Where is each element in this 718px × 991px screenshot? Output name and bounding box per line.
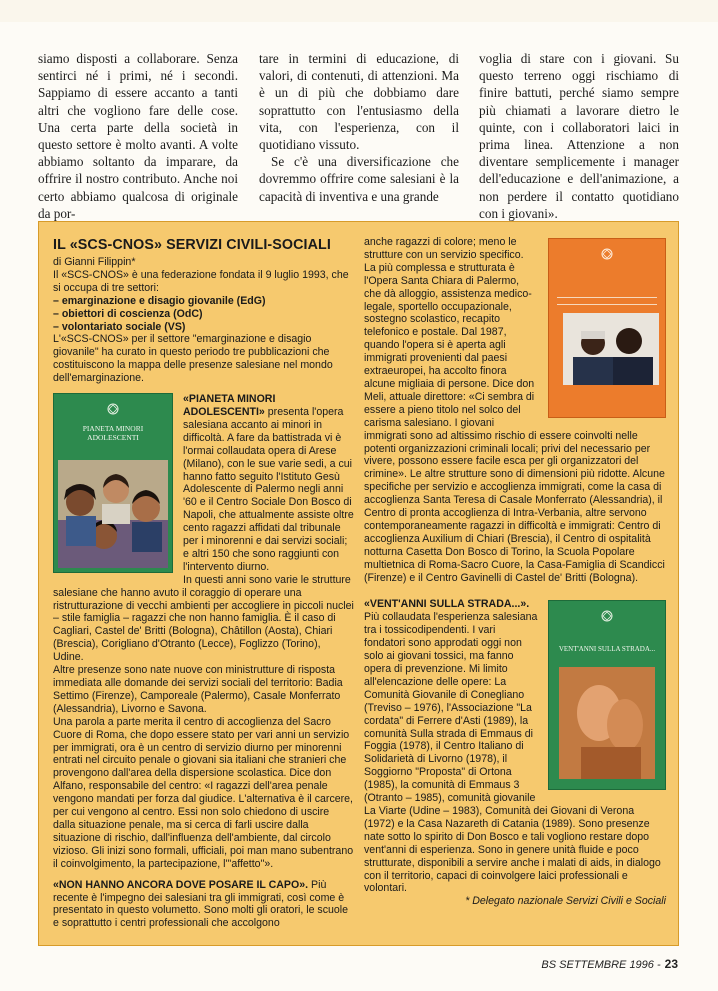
book-cover-strada [548, 600, 666, 790]
pianeta-paragraph-2: In questi anni sono varie le strutture salesiane che hanno avuto il coraggio di operare una ristrutturazione di vecchi ambienti per accogliere in piccoli nuclei – stile famiglia – ragazzi che non hanno famiglia. È il caso di Cagliari, Castel de' Britti (Bologna), Châtillon (Aosta), Chiari (Brescia), Corigliano d'Otranto (Lecce), Foglizzo (Torino), Udine. [53, 573, 354, 664]
paragraph: siamo disposti a collaborare. Senza sentirci né i primi, né i secondi. Sappiamo di essere accanto a tanti altri che vogliono fare delle cose. Una certa parte della società in questo settore è molto avanti. A volte abbiamo soltanto da imparare, da offrire il nostro contributo. Anche noi certo abbiamo qualcosa di originale da por- [38, 51, 238, 221]
page-number: 23 [664, 957, 678, 971]
paragraph: voglia di stare con i giovani. Su questo terreno oggi rischiamo di finire battuti, perché siamo sempre più chiamati a lavorare dietro le quinte, con i collaboratori laici in prima linea. Attenzione a non diventare semplicemente i manager dell'educazione e dell'animazione, a non perdere il contatto quotidiano con i giovani». [479, 51, 679, 221]
list-item: – emarginazione e disagio giovanile (EdG) [53, 294, 266, 307]
immigrants-paragraph: anche ragazzi di colore; meno le strutture con un servizio specifico. La più complessa e strutturata è l'Opera Santa Chiara di Palermo, che dà alloggio, assistenza medico-legale, sportello occupazionale, sostegno scolastico, recapito telefonico e postale. Dal 1987, quando l'opera si è aperta agli immigrati provenienti dal paesi extraeuropei, ha accolto finora alcune migliaia di persone. Dice don Meli, attuale direttore: «Ci sembra di essere a pieno titolo nel solco del carisma salesiano. I giovani immigrati sono ad altissimo rischio di essere coinvolti nelle potenti organizzazioni criminali locali; privi del necessario per vivere, possono essere facile esca per gli organizzatori del crimine». Le altre strutture sono di dimensioni più ridotte. Alcune specifiche per servizio e accoglienza immigrati, come la casa di accoglienza Santa Teresa di Casale Monferrato (Alessandria), il Centro di pronta accoglienza di Intra-Verbania, altre servono contemporaneamente ragazzi in difficoltà e immigrati: Centro di accoglienza Auxilium di Chiari (Brescia), il Centro di ospitalità notturna Casetta Don Bosco di Torino, la Scuola Popolare multietnica di Roma-Sacro Cuore, la Casa-Famiglia di Scandicci (Firenze) e il Centro Gavinelli di Castel de' Britti (Bologna). [364, 236, 665, 584]
continuation-text [38, 50, 679, 221]
publisher-logo-icon [597, 609, 617, 623]
capo-text: Più recente è l'impegno dei salesiani tra gli immigrati, così come è presentato in questo volumetto. Sono molti gli oratori, le scuole e soprattutto i centri professionali che accolgono [53, 878, 349, 930]
children-image-icon [58, 460, 168, 568]
children-photo [58, 460, 168, 568]
men-image-icon [563, 313, 659, 385]
face-image-icon [559, 667, 655, 779]
strada-heading: «VENT'ANNI SULLA STRADA...». [364, 598, 530, 611]
top-band [0, 0, 718, 22]
article-right-column [364, 236, 666, 908]
text-column-2 [259, 50, 459, 205]
sidebar-article-box [38, 221, 679, 946]
article-title: IL «SCS-CNOS» SERVIZI CIVILI-SOCIALI [53, 237, 331, 253]
book-cover-capo [548, 238, 666, 418]
page-footer [541, 957, 678, 971]
pianeta-text: presenta l'opera salesiana accanto ai minori in difficoltà. A fare da battistrada vi è l'ormai collaudata opera di Arese (Milano), con le sue varie sedi, a cui hanno fatto seguito l'Istituto Gesù Adolescente di Palermo negli anni '60 e il Centro Sociale Don Bosco di Napoli, che attualmente assiste oltre cento ragazzi affidati dal tribunale per i minorenni e dai servizi sociali; e altri 150 che sono raggiunti con l'intervento diurno. [183, 405, 354, 573]
author-signature: * Delegato nazionale Servizi Civili e Sociali [465, 895, 666, 908]
article-byline: di Gianni Filippin* [53, 256, 136, 268]
book-title-rule [557, 297, 657, 305]
capo-paragraph [53, 879, 354, 931]
book-cover-pianeta [53, 393, 173, 573]
paragraph: tare in termini di educazione, di valori, di contenuti, di attenzioni. Ma è un di più che dobbiamo dare soprattutto con l'entusiasmo della vita, con l'esperienza, con il quotidiano vissuto. [259, 51, 459, 153]
article-left-column [53, 236, 354, 930]
book-title: VENT'ANNI SULLA STRADA... [558, 645, 656, 654]
capo-heading: «NON HANNO ANCORA DOVE POSARE IL CAPO». [53, 878, 309, 891]
pianeta-heading: «PIANETA MINORI ADOLESCENTI» [183, 393, 276, 418]
pianeta-paragraph-3: Altre presenze sono nate nuove con ministrutture di risposta immediata alle domande dei servizi sociali del territorio: Badia Settimo (Firenze), Camporeale (Palermo), Casale Monferrato (Alessandria), Livorno e Savona. [53, 664, 343, 715]
list-item: – obiettori di coscienza (OdC) [53, 307, 203, 320]
pianeta-paragraph-4: Una parola a parte merita il centro di accoglienza del Sacro Cuore di Roma, che dopo essere stato per vari anni un servizio per immigrati, ora è un centro di servizio diurno per minorenni entrati nel circuito penale o giovani sia italiani che stranieri che provengono dall'area della dispersione scolastica. Dice don Alfano, responsabile del centro: «I ragazzi dell'area penale vengono mandati per forza dal giudice. L'alternativa è il carcere, per cui vengono al centro. Essi non solo chiedono di uscire dalla situazione penale, ma si cerca di farli uscire dalla situazione di rischio, dall'influenza dell'ambiente, dal circolo vizioso. Gli inizi sono formali, ufficiali, poi man mano subentrano il coinvolgimento, la partecipazione, l'"affetto"». [53, 715, 354, 870]
magazine-issue: BS SETTEMBRE 1996 - [541, 959, 661, 971]
intro-text: Il «SCS-CNOS» è una federazione fondata il 9 luglio 1993, che si occupa di tre settori: [53, 268, 349, 294]
list-item: – volontariato sociale (VS) [53, 320, 186, 333]
men-photo [563, 313, 659, 385]
sectors-list [53, 295, 354, 334]
face-photo [559, 667, 655, 779]
publisher-logo-icon [103, 402, 123, 416]
paragraph: Se c'è una diversificazione che dovremmo offrire come salesiani è la capacità di inventiva e una grande [259, 154, 459, 204]
publisher-logo-icon [597, 247, 617, 261]
book-title: PIANETA MINORI ADOLESCENTI [82, 424, 144, 443]
text-column-3 [479, 50, 679, 222]
intro-text-2: L'«SCS-CNOS» per il settore "emarginazione e disagio giovanile" ha curato in questo periodo tre pubblicazioni che costituiscono la mappa delle presenze salesiane nel mondo dell'emarginazione. [53, 333, 333, 385]
text-column-1 [38, 50, 238, 222]
strada-text: Più collaudata l'esperienza salesiana tra i tossicodipendenti. I vari fondatori sono approdati oggi non solo ai giovani tossici, ma fanno opera di prevenzione. Mi limito all'elencazione delle opere: La Comunità Giovanile di Conegliano (Treviso – 1976), l'Associazione "La cordata" di Ferrere d'Asti (1989), la comunità Sulla strada di Emmaus di Foggia (1978), il Centro Italiano di Solidarietà di Livorno (1978), il Soggiorno "Proposta" di Ortona (1985), la comunità di Emmaus 3 (Otranto – 1985), comunità giovanile La Viarte (Udine – 1983), Comunità dei Giovani di Verona (1972) e la Casa Nazareth di Catania (1989). Sono presenze nate sotto lo spirito di Don Bosco e tali vogliono restare dopo vent'anni di esperienza. Sono in genere unità fluide e poco strutturate, disponibili a servire anche i malati di aids, in dialogo con il territorio, capaci di coinvolgere laici professionali e volontari. [364, 611, 661, 895]
